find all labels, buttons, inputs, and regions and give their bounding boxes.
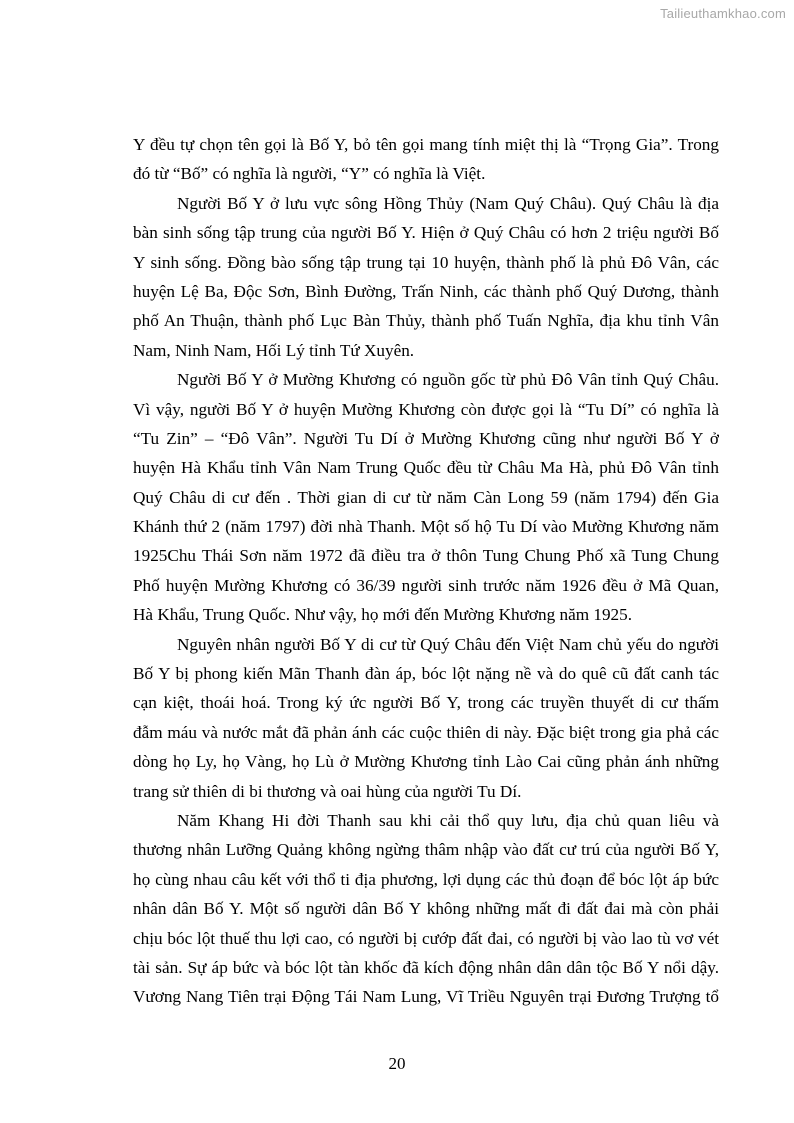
text-line: đẫm máu và nước mắt đã phản ánh các cuộc thiên di này. Đặc biệt trong gia phả các [133,722,719,742]
text-line: Vì vậy, người Bố Y ở huyện Mường Khương còn được gọi là “Tu Dí” có nghĩa là [133,399,719,419]
text-line: tài sản. Sự áp bức và bóc lột tàn khốc đã kích động nhân dân dân tộc Bố Y nổi dậy. [133,957,719,977]
text-line: Nam, Ninh Nam, Hối Lý tỉnh Tứ Xuyên. [133,340,415,360]
text-line: “Tu Zin” – “Đô Vân”. Người Tu Dí ở Mường Khương cũng như người Bố Y ở [133,428,719,448]
text-line: Hà Khẩu, Trung Quốc. Như vậy, họ mới đến Mường Khương năm 1925. [133,605,633,625]
text-line: thương nhân Lưỡng Quảng không ngừng thâm nhập vào đất cư trú của người Bố Y, [133,840,719,860]
text-line: Bố Y bị phong kiến Mãn Thanh đàn áp, bóc lột nặng nề và do quê cũ đất canh tác [133,664,719,684]
text-line: cạn kiệt, thoái hoá. Trong ký ức người Bố Y, trong các truyền thuyết di cư thấm [133,693,719,713]
text-line: 1925Chu Thái Sơn năm 1972 đã điều tra ở thôn Tung Chung Phố xã Tung Chung [133,546,719,566]
text-line: Nguyên nhân người Bố Y di cư từ Quý Châu đến Việt Nam chủ yếu do người [177,634,719,654]
watermark-text: Tailieuthamkhao.com [660,6,786,21]
text-line: Khánh thứ 2 (năm 1797) đời nhà Thanh. Một số hộ Tu Dí vào Mường Khương năm [133,517,719,537]
text-line: Vương Nang Tiên trại Động Tái Nam Lung, Vĩ Triều Nguyên trại Đương Trượng tổ [133,987,719,1007]
text-line: đó từ “Bố” có nghĩa là người, “Y” có nghĩa là Việt. [133,164,486,184]
text-line: huyện Hà Khẩu tỉnh Vân Nam Trung Quốc đều từ Châu Ma Hà, phủ Đô Vân tỉnh [133,458,719,478]
text-line: nhân dân Bố Y. Một số người dân Bố Y không những mất đi đất đai mà còn phải [133,899,719,919]
text-line: phố An Thuận, thành phố Lục Bàn Thủy, thành phố Tuấn Nghĩa, địa khu tỉnh Vân [133,311,719,331]
text-line: huyện Lệ Ba, Độc Sơn, Bình Đường, Trấn Ninh, các thành phố Quý Dương, thành [133,281,719,301]
text-line: bàn sinh sống tập trung của người Bố Y. Hiện ở Quý Châu có hơn 2 triệu người Bố [133,223,719,243]
text-line: dòng họ Ly, họ Vàng, họ Lù ở Mường Khương tỉnh Lào Cai cũng phản ánh những [133,752,719,772]
text-line: Năm Khang Hi đời Thanh sau khi cải thổ quy lưu, địa chủ quan liêu và [177,810,719,830]
text-line: Người Bố Y ở lưu vực sông Hồng Thủy (Nam Quý Châu). Quý Châu là địa [177,193,719,213]
text-line: Quý Châu di cư đến . Thời gian di cư từ năm Càn Long 59 (năm 1794) đến Gia [133,487,719,507]
text-line: Phố huyện Mường Khương có 36/39 người sinh trước năm 1926 đều ở Mã Quan, [133,575,719,595]
page-number: 20 [388,1054,406,1073]
text-line: chịu bóc lột thuế thu lợi cao, có người bị cướp đất đai, có người bị vào lao tù vơ vét [133,928,719,948]
text-line: Y đều tự chọn tên gọi là Bố Y, bỏ tên gọi mang tính miệt thị là “Trọng Gia”. Trong [133,135,719,154]
text-line: trang sử thiên di bi thương và oai hùng của người Tu Dí. [133,781,522,801]
text-line: Người Bố Y ở Mường Khương có nguồn gốc từ phủ Đô Vân tỉnh Quý Châu. [177,370,719,390]
text-line: Y sinh sống. Đồng bào sống tập trung tại 10 huyện, thành phố là phủ Đô Vân, các [133,252,719,272]
text-line: họ cùng nhau câu kết với thổ ti địa phương, lợi dụng các thủ đoạn để bóc lột áp bức [133,869,719,889]
document-body [133,130,719,1012]
